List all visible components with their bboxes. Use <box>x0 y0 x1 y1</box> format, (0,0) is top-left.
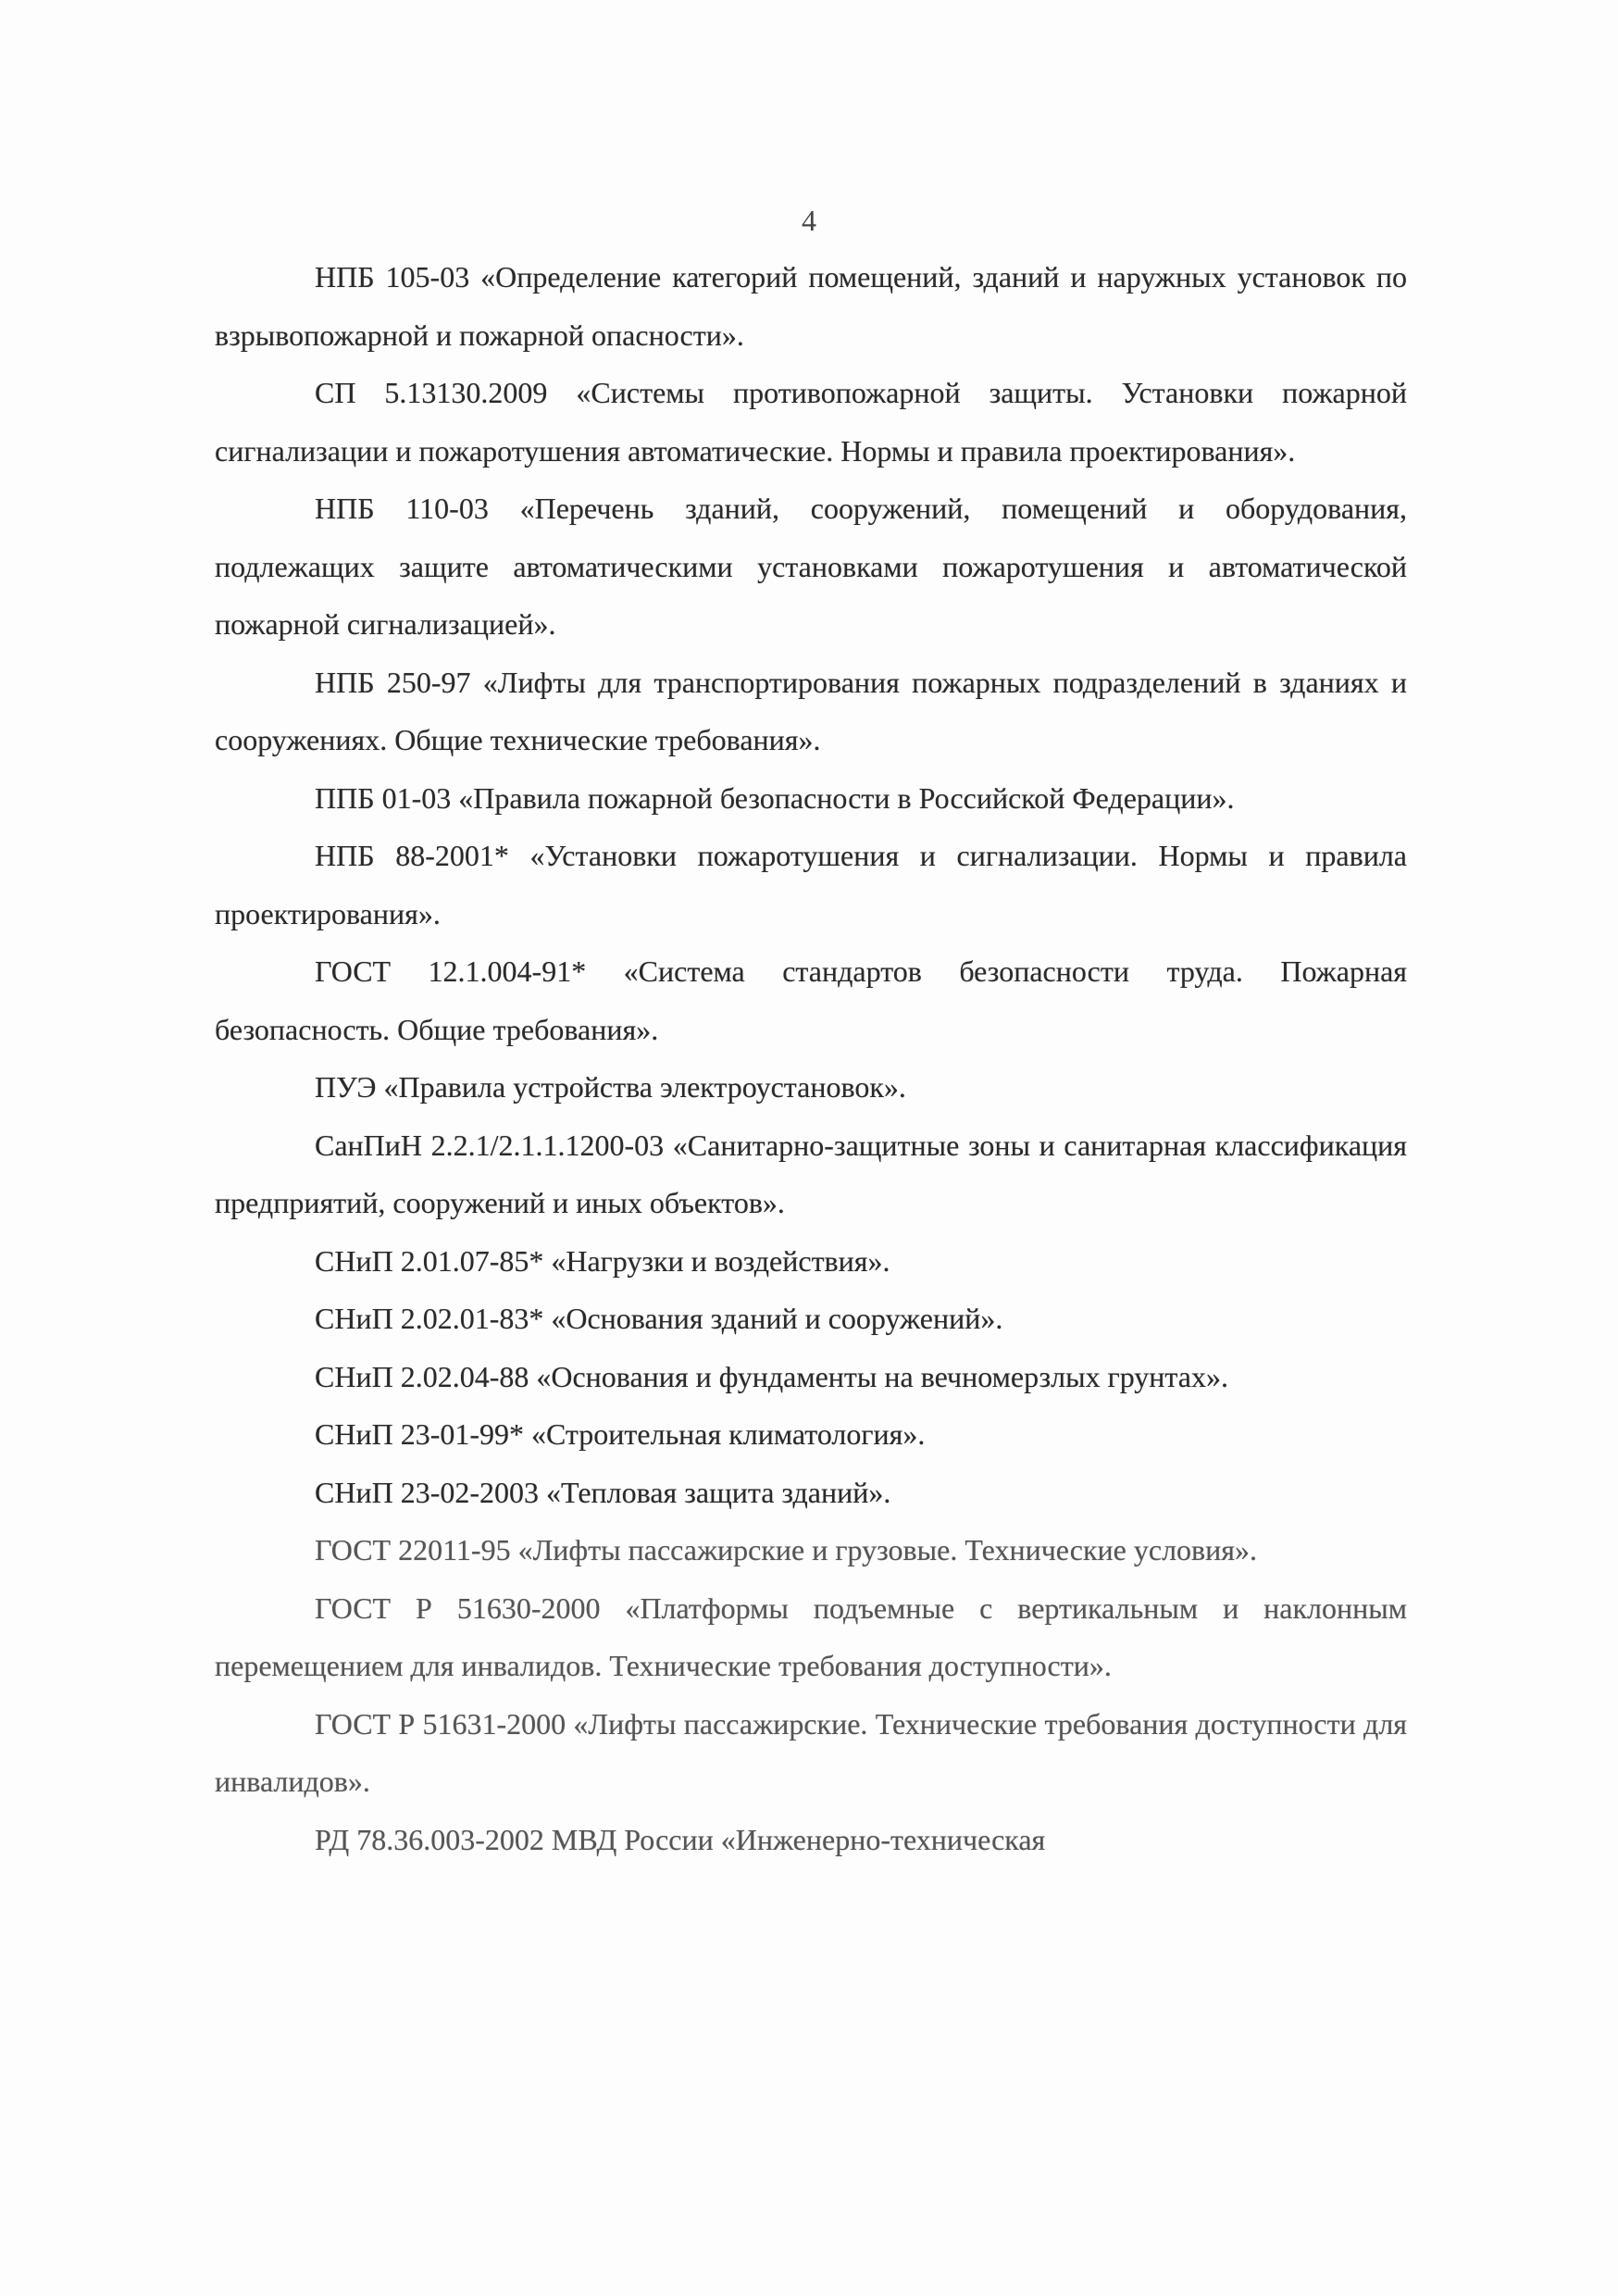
reference-item: СНиП 23-02-2003 «Тепловая защита зданий». <box>315 1475 891 1509</box>
reference-item: СП 5.13130.2009 «Системы противопожарной защиты. Установки пожарной сигнализации и пожаротушения автоматические. Нормы и правила проектирования». <box>215 376 1407 468</box>
reference-item: СНиП 2.01.07-85* «Нагрузки и воздействия». <box>315 1243 890 1278</box>
reference-item: ГОСТ 12.1.004-91* «Система стандартов безопасности труда. Пожарная безопасность. Общие требования». <box>215 955 1407 1046</box>
reference-item: ГОСТ Р 51630-2000 «Платформы подъемные с вертикальным и наклонным перемещением для инвалидов. Технические требования доступности». <box>215 1591 1407 1682</box>
page-number: 4 <box>802 204 816 237</box>
reference-item: СанПиН 2.2.1/2.1.1.1200-03 «Санитарно-защитные зоны и санитарная классификация предприятий, сооружений и иных объектов». <box>215 1128 1407 1219</box>
reference-item: НПБ 110-03 «Перечень зданий, сооружений, помещений и оборудования, подлежащих защите автоматическими установками пожаротушения и автоматической пожарной сигнализацией». <box>215 492 1407 641</box>
reference-item: СНиП 23-01-99* «Строительная климатология». <box>315 1417 926 1451</box>
reference-item: НПБ 105-03 «Определение категорий помещений, зданий и наружных установок по взрывопожарной и пожарной опасности». <box>215 260 1407 352</box>
references-list <box>215 248 1407 1868</box>
reference-item: ГОСТ Р 51631-2000 «Лифты пассажирские. Технические требования доступности для инвалидов». <box>215 1706 1407 1798</box>
reference-item: ПУЭ «Правила устройства электроустановок». <box>315 1070 906 1104</box>
reference-item: ГОСТ 22011-95 «Лифты пассажирские и грузовые. Технические условия». <box>315 1533 1257 1566</box>
reference-item: ППБ 01-03 «Правила пожарной безопасности в Российской Федерации». <box>315 780 1235 815</box>
reference-item: СНиП 2.02.04-88 «Основания и фундаменты на вечномерзлых грунтах». <box>315 1359 1228 1393</box>
reference-item: НПБ 88-2001* «Установки пожаротушения и сигнализации. Нормы и правила проектирования». <box>215 839 1407 930</box>
reference-item: НПБ 250-97 «Лифты для транспортирования пожарных подразделений в зданиях и сооружениях. Общие технические требования». <box>215 665 1407 756</box>
reference-item: РД 78.36.003-2002 МВД России «Инженерно-техническая <box>315 1822 1046 1856</box>
reference-item: СНиП 2.02.01-83* «Основания зданий и сооружений». <box>315 1302 1003 1335</box>
